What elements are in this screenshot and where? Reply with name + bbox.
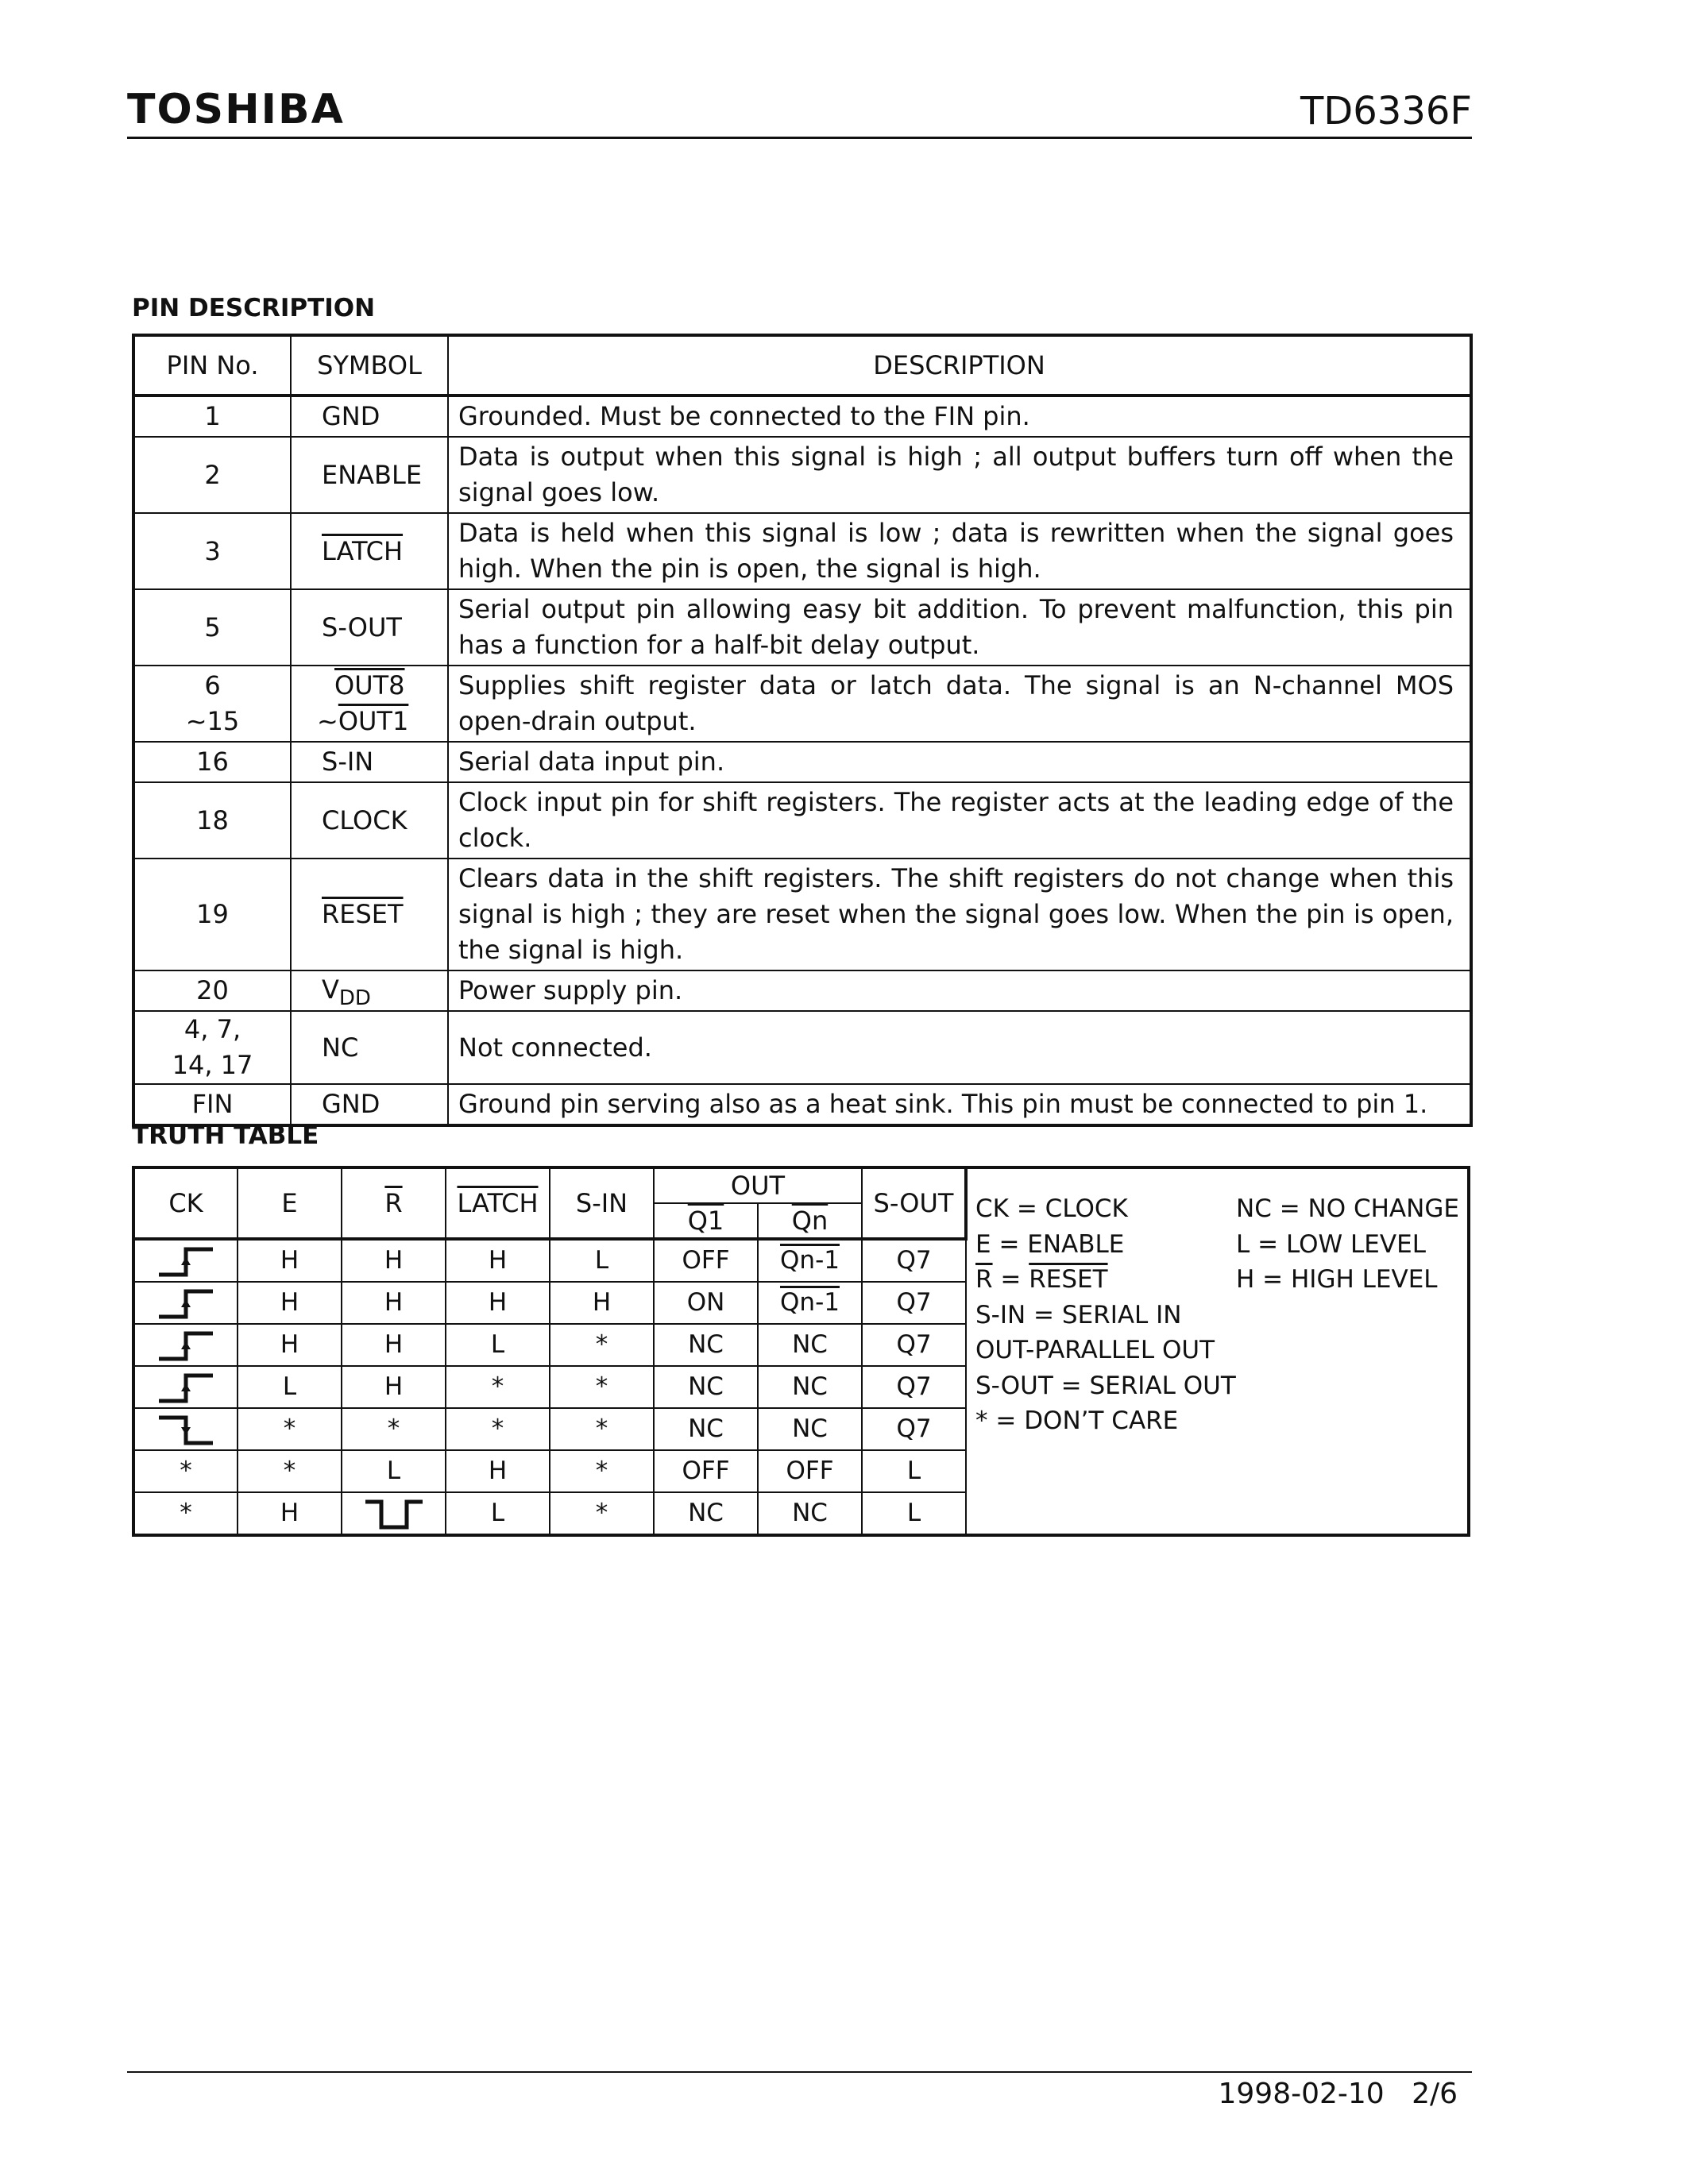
tt-value: * [595, 1414, 608, 1443]
tt-value: NC [688, 1372, 724, 1401]
tt-value: * [283, 1414, 296, 1443]
tt-col-sout: S-OUT [862, 1167, 966, 1239]
pin-no-text: 6 [204, 670, 221, 700]
truth-row [133, 1450, 1469, 1492]
truth-row [133, 1408, 1469, 1450]
legend-item: L = LOW LEVEL [1236, 1229, 1426, 1259]
pin-symbol-text: LATCH [322, 535, 404, 566]
pin-no [133, 859, 291, 970]
legend-item: S-OUT = SERIAL OUT [975, 1371, 1236, 1400]
tt-cell-ck [133, 1324, 238, 1366]
tt-value: * [595, 1330, 608, 1359]
tt-cell-e [238, 1282, 342, 1324]
tt-value: OFF [786, 1457, 834, 1485]
tt-cell-qn [758, 1324, 862, 1366]
pin-symbol-tilde: ~ [317, 706, 338, 736]
pin-no [133, 396, 291, 437]
tt-cell-ck [133, 1408, 238, 1450]
tt-cell-sin [550, 1239, 654, 1282]
falling-edge-icon [154, 1414, 218, 1446]
pin-description: Not connected. [448, 1011, 1471, 1084]
tt-value: Qn-1 [780, 1288, 840, 1317]
truth-row [133, 1366, 1469, 1408]
legend-key: CK [975, 1194, 1009, 1223]
tt-cell-sout [862, 1492, 966, 1535]
tt-cell-q1 [654, 1239, 758, 1282]
rising-edge-icon [154, 1330, 218, 1362]
legend-value: ENABLE [1027, 1229, 1125, 1259]
pin-no-text: 18 [196, 805, 229, 835]
truth-row [133, 1324, 1469, 1366]
pin-row [133, 437, 1471, 513]
tt-cell-sout [862, 1408, 966, 1450]
tt-cell-latch [446, 1366, 550, 1408]
tt-value: H [384, 1288, 404, 1317]
pin-symbol [291, 513, 448, 589]
col-description: DESCRIPTION [448, 335, 1471, 396]
tt-value: L [282, 1372, 297, 1401]
tt-value: H [280, 1330, 299, 1359]
tt-value: * [180, 1457, 192, 1485]
pin-row [133, 782, 1471, 859]
tt-cell-q1 [654, 1366, 758, 1408]
tt-cell-r [342, 1239, 446, 1282]
reset-pulse-icon [362, 1499, 426, 1530]
tt-cell-q1 [654, 1450, 758, 1492]
tt-value: L [906, 1499, 921, 1527]
pin-symbol [291, 1084, 448, 1125]
truth-row [133, 1492, 1469, 1535]
tt-value: * [491, 1414, 504, 1443]
tt-value: NC [688, 1330, 724, 1359]
pin-symbol-text: V [322, 974, 339, 1005]
pin-symbol [291, 396, 448, 437]
legend-item: CK = CLOCK [975, 1194, 1128, 1223]
pin-description: Serial data input pin. [448, 742, 1471, 782]
pin-symbol-text: OUT8 [334, 670, 405, 700]
tt-cell-r [342, 1324, 446, 1366]
tt-cell-e [238, 1366, 342, 1408]
legend-item [975, 1333, 1236, 1368]
pin-row [133, 666, 1471, 742]
tt-col-e: E [238, 1167, 342, 1239]
pin-no-text: FIN [191, 1089, 234, 1119]
footer-date-page [1219, 2078, 1458, 2110]
tt-value: L [490, 1330, 505, 1359]
tt-value: H [280, 1288, 299, 1317]
pin-table-header [133, 335, 1471, 396]
tt-value: L [594, 1246, 609, 1275]
tt-cell-qn [758, 1450, 862, 1492]
tt-col-qn-label: $\overline{Qn}$ [791, 1206, 829, 1236]
pin-symbol-text: S-OUT [322, 612, 402, 642]
tt-cell-sin [550, 1366, 654, 1408]
pin-no [133, 742, 291, 782]
truth-table-title: TRUTH TABLE [132, 1121, 319, 1150]
tt-value: NC [792, 1330, 828, 1359]
pin-no [133, 666, 291, 742]
tt-cell-qn [758, 1366, 862, 1408]
tt-value: ON [686, 1288, 725, 1317]
pin-description: Clock input pin for shift registers. The register acts at the leading edge of the clock. [448, 782, 1471, 859]
pin-symbol [291, 970, 448, 1011]
tt-cell-qn [758, 1282, 862, 1324]
legend-item: $\overline{R}$ = RESET [975, 1265, 1108, 1294]
tt-value: H [384, 1246, 404, 1275]
pin-description: Data is held when this signal is low ; data is rewritten when the signal goes high. When the pin is open, the signal is high. [448, 513, 1471, 589]
pin-symbol [291, 782, 448, 859]
tt-cell-qn [758, 1239, 862, 1282]
tt-value: H [592, 1288, 612, 1317]
pin-no [133, 513, 291, 589]
tt-value: L [490, 1499, 505, 1527]
legend-value: CLOCK [1045, 1194, 1128, 1223]
pin-description: Ground pin serving also as a heat sink. This pin must be connected to pin 1. [448, 1084, 1471, 1125]
tt-cell-ck [133, 1366, 238, 1408]
legend-value: LOW LEVEL [1285, 1229, 1426, 1259]
pin-symbol-subscript: DD [338, 986, 371, 1010]
pin-no [133, 1084, 291, 1125]
legend-left-column [975, 1191, 1236, 1439]
pin-row [133, 859, 1471, 970]
pin-no [133, 589, 291, 666]
pin-no-text-2: ~15 [185, 706, 240, 736]
legend-item: E = ENABLE [975, 1229, 1125, 1259]
legend-key: H [1236, 1265, 1255, 1294]
tt-value: H [280, 1246, 299, 1275]
pin-symbol-text: NC [322, 1032, 359, 1063]
pin-no [133, 437, 291, 513]
tt-cell-latch [446, 1492, 550, 1535]
tt-col-qn [758, 1203, 862, 1239]
legend-key: NC [1236, 1194, 1272, 1223]
pin-no-text: 3 [204, 535, 221, 566]
tt-cell-sout [862, 1324, 966, 1366]
col-symbol: SYMBOL [291, 335, 448, 396]
tt-value: * [595, 1372, 608, 1401]
rising-edge-icon [154, 1246, 218, 1278]
tt-value: Qn-1 [780, 1246, 840, 1275]
tt-cell-ck [133, 1492, 238, 1535]
pin-symbol [291, 742, 448, 782]
tt-value: NC [688, 1414, 724, 1443]
legend-value: DON’T CARE [1024, 1406, 1179, 1435]
tt-cell-latch [446, 1324, 550, 1366]
tt-col-ck: CK [133, 1167, 238, 1239]
tt-value: * [180, 1499, 192, 1527]
footer-page: 2/6 [1412, 2078, 1458, 2110]
legend-value: SERIAL OUT [1089, 1371, 1236, 1400]
pin-symbol [291, 859, 448, 970]
legend-key: L [1236, 1229, 1250, 1259]
tt-cell-q1 [654, 1408, 758, 1450]
pin-row [133, 970, 1471, 1011]
pin-no [133, 782, 291, 859]
legend-item: NC = NO CHANGE [1236, 1194, 1459, 1223]
pin-symbol-text: CLOCK [322, 805, 408, 835]
tt-cell-sin [550, 1282, 654, 1324]
legend-item: S-IN = SERIAL IN [975, 1300, 1182, 1329]
legend-key: S-OUT [975, 1371, 1053, 1400]
legend-key: OUT-PARALLEL OUT [975, 1336, 1215, 1364]
pin-symbol [291, 666, 448, 742]
toshiba-logo: TOSHIBA [127, 86, 345, 133]
tt-cell-q1 [654, 1282, 758, 1324]
tt-value: H [488, 1288, 508, 1317]
rising-edge-icon [154, 1288, 218, 1320]
tt-value: Q7 [896, 1246, 932, 1275]
tt-col-q1-label: Q1 [687, 1206, 724, 1236]
pin-no-text: 16 [196, 747, 229, 777]
tt-value: * [283, 1457, 296, 1485]
pin-row [133, 742, 1471, 782]
pin-description-table [132, 334, 1473, 1127]
tt-cell-r [342, 1450, 446, 1492]
tt-cell-r [342, 1282, 446, 1324]
tt-value: * [387, 1414, 400, 1443]
pin-no-text: 19 [196, 899, 229, 929]
footer-date: 1998-02-10 [1218, 2078, 1385, 2110]
tt-value: Q7 [896, 1288, 932, 1317]
pin-no-text: 1 [204, 401, 221, 431]
pin-no-text: 4, 7, [183, 1014, 241, 1044]
tt-col-q1 [654, 1203, 758, 1239]
pin-description: Grounded. Must be connected to the FIN pin. [448, 396, 1471, 437]
tt-value: H [384, 1372, 404, 1401]
tt-col-r [342, 1167, 446, 1239]
pin-row [133, 589, 1471, 666]
pin-no-text-2: 14, 17 [172, 1050, 253, 1080]
pin-description: Supplies shift register data or latch data. The signal is an N-channel MOS open-drain output. [448, 666, 1471, 742]
pin-no-text: 2 [204, 459, 221, 490]
legend-value: NO CHANGE [1308, 1194, 1459, 1223]
tt-value: OFF [682, 1457, 730, 1485]
tt-value: NC [792, 1499, 828, 1527]
pin-symbol [291, 437, 448, 513]
tt-value: NC [792, 1414, 828, 1443]
tt-value: H [280, 1499, 299, 1527]
legend-key: E [975, 1229, 991, 1259]
tt-cell-r [342, 1492, 446, 1535]
tt-cell-e [238, 1408, 342, 1450]
pin-symbol [291, 1011, 448, 1084]
col-pin-no: PIN No. [133, 335, 291, 396]
tt-value: * [491, 1372, 504, 1401]
pin-symbol-text: GND [322, 401, 380, 431]
tt-cell-sin [550, 1408, 654, 1450]
tt-cell-sout [862, 1450, 966, 1492]
tt-cell-sin [550, 1450, 654, 1492]
tt-value: Q7 [896, 1330, 932, 1359]
tt-value: H [488, 1457, 508, 1485]
tt-value: * [595, 1499, 608, 1527]
pin-description: Clears data in the shift registers. The shift registers do not change when this signal is high ; they are reset when the signal goes low. When the pin is open, the signal is high. [448, 859, 1471, 970]
rising-edge-icon [154, 1372, 218, 1404]
pin-symbol-text-2: OUT1 [338, 706, 409, 736]
tt-value: H [488, 1246, 508, 1275]
tt-cell-sout [862, 1282, 966, 1324]
pin-row [133, 396, 1471, 437]
legend-value: HIGH LEVEL [1291, 1265, 1438, 1294]
tt-cell-latch [446, 1282, 550, 1324]
pin-description: Power supply pin. [448, 970, 1471, 1011]
tt-col-out: OUT [654, 1167, 862, 1203]
tt-col-latch-label: LATCH [457, 1188, 539, 1218]
tt-col-sin: S-IN [550, 1167, 654, 1239]
tt-value: L [906, 1457, 921, 1485]
footer-rule [127, 2071, 1472, 2073]
tt-cell-qn [758, 1492, 862, 1535]
tt-cell-q1 [654, 1492, 758, 1535]
legend-value: RESET [1029, 1265, 1108, 1294]
tt-cell-e [238, 1492, 342, 1535]
legend-value: SERIAL IN [1061, 1300, 1182, 1329]
tt-cell-latch [446, 1408, 550, 1450]
pin-symbol-text: S-IN [322, 747, 374, 777]
pin-description-title: PIN DESCRIPTION [132, 294, 376, 322]
pin-symbol-text: RESET [322, 899, 404, 929]
tt-col-r-label: $\overline{R}$ [384, 1188, 403, 1218]
pin-row [133, 1011, 1471, 1084]
pin-no-text: 5 [204, 612, 221, 642]
pin-no-text: 20 [196, 975, 229, 1005]
pin-description: Data is output when this signal is high ; all output buffers turn off when the signal goes low. [448, 437, 1471, 513]
pin-symbol [291, 589, 448, 666]
pin-description: Serial output pin allowing easy bit addition. To prevent malfunction, this pin has a function for a half-bit delay output. [448, 589, 1471, 666]
legend-key: * [975, 1406, 988, 1435]
tt-value: OFF [682, 1246, 730, 1275]
tt-cell-q1 [654, 1324, 758, 1366]
tt-cell-latch [446, 1450, 550, 1492]
tt-cell-ck [133, 1239, 238, 1282]
tt-cell-sin [550, 1492, 654, 1535]
tt-cell-r [342, 1366, 446, 1408]
truth-table-legend [966, 1167, 1469, 1435]
tt-value: Q7 [896, 1414, 932, 1443]
tt-cell-sin [550, 1324, 654, 1366]
tt-cell-sout [862, 1239, 966, 1282]
legend-right-column [1236, 1191, 1459, 1298]
tt-value: NC [688, 1499, 724, 1527]
pin-no [133, 1011, 291, 1084]
pin-no [133, 970, 291, 1011]
legend-item: * = DON’T CARE [975, 1406, 1179, 1435]
tt-cell-e [238, 1324, 342, 1366]
truth-header-row-1 [133, 1167, 1469, 1203]
legend-item: H = HIGH LEVEL [1236, 1265, 1438, 1294]
tt-value: * [595, 1457, 608, 1485]
pin-row [133, 1084, 1471, 1125]
tt-cell-e [238, 1239, 342, 1282]
tt-cell-e [238, 1450, 342, 1492]
tt-cell-r [342, 1408, 446, 1450]
truth-table [132, 1166, 1470, 1537]
tt-value: L [386, 1457, 401, 1485]
tt-col-latch [446, 1167, 550, 1239]
tt-cell-latch [446, 1239, 550, 1282]
tt-value: H [384, 1330, 404, 1359]
legend-key: S-IN [975, 1300, 1026, 1329]
legend-key: $\overline{R}$ [975, 1265, 993, 1294]
tt-value: NC [792, 1372, 828, 1401]
tt-cell-ck [133, 1450, 238, 1492]
header-rule [127, 137, 1472, 139]
part-number: TD6336F [1300, 89, 1472, 133]
tt-cell-qn [758, 1408, 862, 1450]
pin-symbol-text: GND [322, 1089, 380, 1119]
pin-symbol-text: ENABLE [322, 459, 423, 490]
tt-value: Q7 [896, 1372, 932, 1401]
tt-cell-ck [133, 1282, 238, 1324]
tt-cell-sout [862, 1366, 966, 1408]
pin-row [133, 513, 1471, 589]
